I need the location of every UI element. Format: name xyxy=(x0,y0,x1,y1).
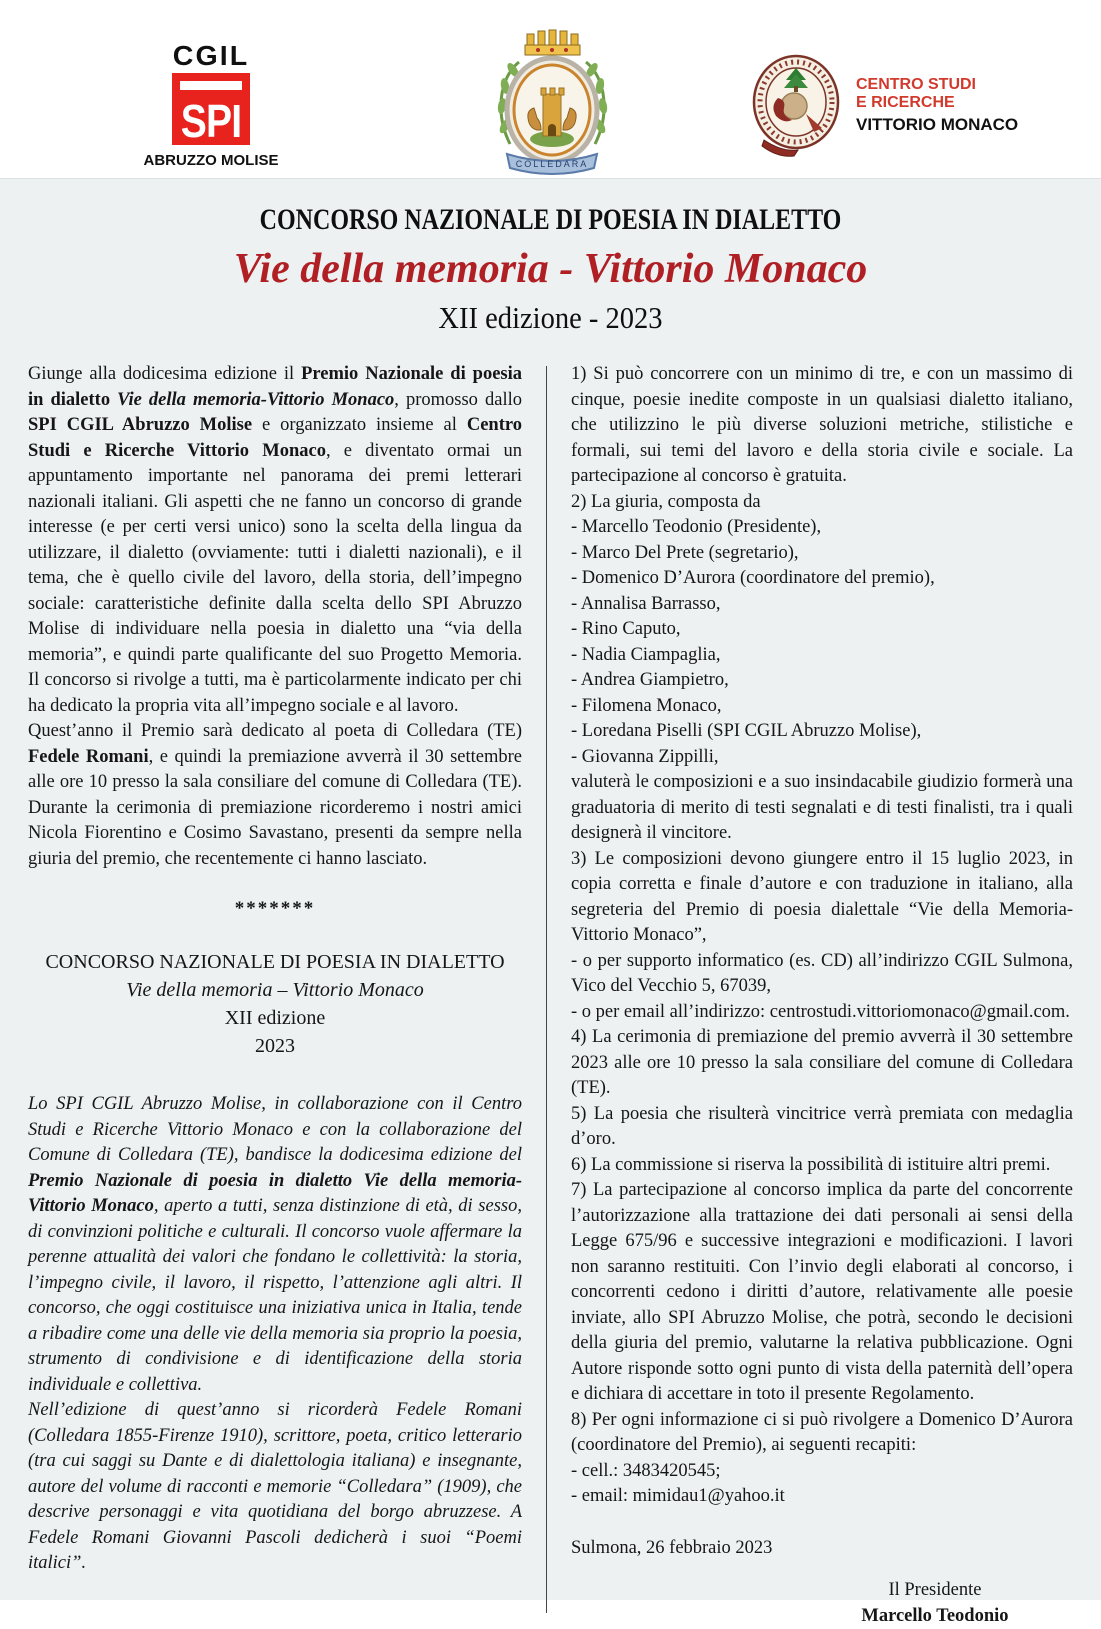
rule-4: 4) La cerimonia di premiazione del premio avverrà il 30 settembre 2023 alle ore 10 presso la sala consiliare del comune di Colledara (TE). xyxy=(571,1027,1073,1098)
centro-emblem-icon xyxy=(750,52,846,158)
left-column xyxy=(28,362,522,1629)
rule-3-option-cd: - o per supporto informatico (es. CD) all’indirizzo CGIL Sulmona, Vico del Vecchio 5, 67039, xyxy=(571,950,1073,996)
centered-contest-title: CONCORSO NAZIONALE DI POESIA IN DIALETTO xyxy=(45,951,505,973)
jury-member: - Filomena Monaco, xyxy=(571,695,722,716)
jury-member: - Loredana Piselli (SPI CGIL Abruzzo Molise), xyxy=(571,721,922,741)
cgil-wordmark: CGIL xyxy=(172,40,250,71)
jury-member: - Domenico D’Aurora (coordinatore del premio), xyxy=(571,568,935,588)
jury-member: - Nadia Ciampaglia, xyxy=(571,644,721,665)
rule-1: 1) Si può concorrere con un minimo di tre, e con un massimo di cinque, poesie inedite composte in un qualsiasi dialetto italiano, che utilizzino le più diverse soluzioni metriche, stilistiche e formali, sui temi del lavoro e della storia civile e sociale. La partecipazione al concorso è gratuita. xyxy=(571,364,1073,486)
place-date-line: Sulmona, 26 febbraio 2023 xyxy=(571,1537,773,1558)
contest-subtitle: Vie della memoria - Vittorio Monaco xyxy=(233,246,868,292)
signature-name: Marcello Teodonio xyxy=(861,1606,1009,1626)
rule-8: 8) Per ogni informazione ci si può rivolgere a Domenico D’Aurora (coordinatore del Premio), ai seguenti recapiti: xyxy=(571,1409,1073,1455)
jury-member: - Giovanna Zippilli, xyxy=(571,746,719,767)
centered-heading-block xyxy=(28,948,522,1060)
rule-2: 2) La giuria, composta da xyxy=(571,491,761,512)
fedele-romani-paragraph: Nell’edizione di quest’anno si ricorderà Fedele Romani (Colledara 1855-Firenze 1910), scrittore, poeta, critico letterario (tra cui saggi su Dante e di dialettologia italiana) e insegnante, autore del volume di racconti e memorie “Colledara” (1909), che descrive personaggi e vita quotidiana del borgo abruzzese. A Fedele Romani Giovanni Pascoli dedicherà i suoi “Poemi italici”. xyxy=(28,1400,522,1573)
centro-line-3: VITTORIO MONACO xyxy=(856,114,1019,134)
column-divider xyxy=(546,366,547,1613)
contact-phone: - cell.: 3483420545; xyxy=(571,1460,721,1481)
content-columns xyxy=(0,362,1101,1629)
centered-edition: XII edizione xyxy=(224,1007,326,1029)
jury-member: - Andrea Giampietro, xyxy=(571,670,729,690)
rule-3: 3) Le composizioni devono giungere entro il 15 luglio 2023, in copia corretta e finale d’autore e con traduzione in italiano, alla segreteria del Premio di poesia dialettale “Vie della Memoria-Vittorio Monaco”, xyxy=(571,848,1073,945)
contest-title: CONCORSO NAZIONALE DI POESIA IN DIALETTO xyxy=(259,203,842,236)
centro-studi-logo xyxy=(750,52,1018,158)
rule-5: 5) La poesia che risulterà vincitrice verrà premiata con medaglia d’oro. xyxy=(571,1103,1073,1149)
intro-paragraph: Giunge alla dodicesima edizione il Premio Nazionale di poesia in dialetto Vie della memoria-Vittorio Monaco, promosso dallo SPI CGIL Abruzzo Molise e organizzato insieme al Centro Studi e Ricerche Vittorio Monaco, e diventato ormai un appuntamento importante nel panorama dei premi letterari nazionali italiani. Gli aspetti che ne fanno un concorso di grande interesse (e per certi versi unico) sono la scelta della lingua da utilizzare, il dialetto (ovviamente: tutti i dialetti nazionali), e il tema, che è quello civile del lavoro, della storia, dell’impegno sociale: caratteristiche definite dalla scelta dello SPI Abruzzo Molise di individuare nella poesia in dialetto una “via della memoria”, e quindi parte qualificante del suo Progetto Memoria. Il concorso si rivolge a tutti, ma è particolarmente indicato per chi ha dedicato la propria vita all’impegno sociale e al lavoro. xyxy=(28,364,523,716)
crest-ribbon-text: COLLEDARA xyxy=(515,159,589,169)
announcement-paragraph: Lo SPI CGIL Abruzzo Molise, in collaborazione con il Centro Studi e Ricerche Vittorio Monaco e con la collaborazione del Comune di Colledara (TE), bandisce la dodicesima edizione del Premio Nazionale di poesia in dialetto Vie della memoria- Vittorio Monaco, aperto a tutti, senza distinzione di età, di sesso, di convinzioni politiche e culturali. Il concorso vuole affermare la perenne attualità dei valori che fondano le collettività: la storia, l’impegno civile, il lavoro, il rispetto, l’attenzione agli altri. Il concorso, che oggi costituisce una iniziativa unica in Italia, tende a ribadire come una delle vie della memoria sia proprio la poesia, strumento di condivisione e di identificazione della storia individuale e collettiva. xyxy=(28,1094,522,1395)
rule-6: 6) La commissione si riserva la possibilità di istituire altri premi. xyxy=(571,1154,1051,1175)
cgil-region-label: ABRUZZO MOLISE xyxy=(143,152,279,169)
header-logos xyxy=(0,0,1101,179)
centro-line-1: CENTRO STUDI xyxy=(856,75,976,93)
cgil-spi-logo xyxy=(136,40,286,169)
dedication-paragraph: Quest’anno il Premio sarà dedicato al poeta di Colledara (TE) Fedele Romani, e quindi la premiazione avverrà il 30 settembre alle ore 10 presso la sala consiliare del comune di Colledara (TE). Durante la cerimonia di premiazione ricorderemo i nostri amici Nicola Fiorentino e Cosimo Savastano, presenti da sempre nella giuria del premio, che recentemente ci hanno lasciato. xyxy=(28,721,522,869)
centered-contest-subtitle: Vie della memoria – Vittorio Monaco xyxy=(126,979,424,1001)
centered-year: 2023 xyxy=(255,1035,295,1057)
spi-white-bar xyxy=(180,81,242,90)
jury-member: - Marco Del Prete (segretario), xyxy=(571,542,799,563)
asterisk-separator: ******* xyxy=(234,898,316,919)
jury-member: - Annalisa Barrasso, xyxy=(571,593,721,614)
rule-3-option-email: - o per email all’indirizzo: centrostudi.vittoriomonaco@gmail.com. xyxy=(571,1001,1070,1022)
spi-wordmark: SPI xyxy=(180,95,242,147)
signature-block xyxy=(797,1577,1073,1629)
right-column xyxy=(571,362,1073,1629)
contest-edition: XII edizione - 2023 xyxy=(438,300,663,335)
jury-member: - Marcello Teodonio (Presidente), xyxy=(571,517,822,537)
jury-verdict-note: valuterà le composizioni e a suo insindacabile giudizio formerà una graduatoria di merito di testi segnalati e di testi finalisti, tra i quali designerà il vincitore. xyxy=(571,772,1073,843)
jury-member: - Rino Caputo, xyxy=(571,619,681,639)
title-block xyxy=(0,179,1101,336)
colledara-crest-icon xyxy=(485,26,620,181)
centro-wordmark xyxy=(856,76,1018,134)
rule-7: 7) La partecipazione al concorso implica da parte del concorrente l’autorizzazione alla trattazione dei dati personali ai sensi della Legge 675/96 e successive integrazioni e modificazioni. I lavori non saranno restituiti. Con l’invio degli elaborati al concorso, i concorrenti cedono i diritti d’autore, relativamente alle poesie inviate, allo SPI Abruzzo Molise, che potrà, secondo le decisioni della giuria del premio, valutarne la relativa pubblicazione. Ogni Autore risponde sotto ogni punto di vista della paternità dell’opera e dichiara di accettare in toto il presente Regolamento. xyxy=(571,1180,1073,1404)
spi-red-box xyxy=(172,73,250,145)
signature-role: Il Presidente xyxy=(888,1580,982,1600)
contact-email: - email: mimidau1@yahoo.it xyxy=(571,1486,785,1506)
centro-line-2: E RICERCHE xyxy=(856,94,955,112)
